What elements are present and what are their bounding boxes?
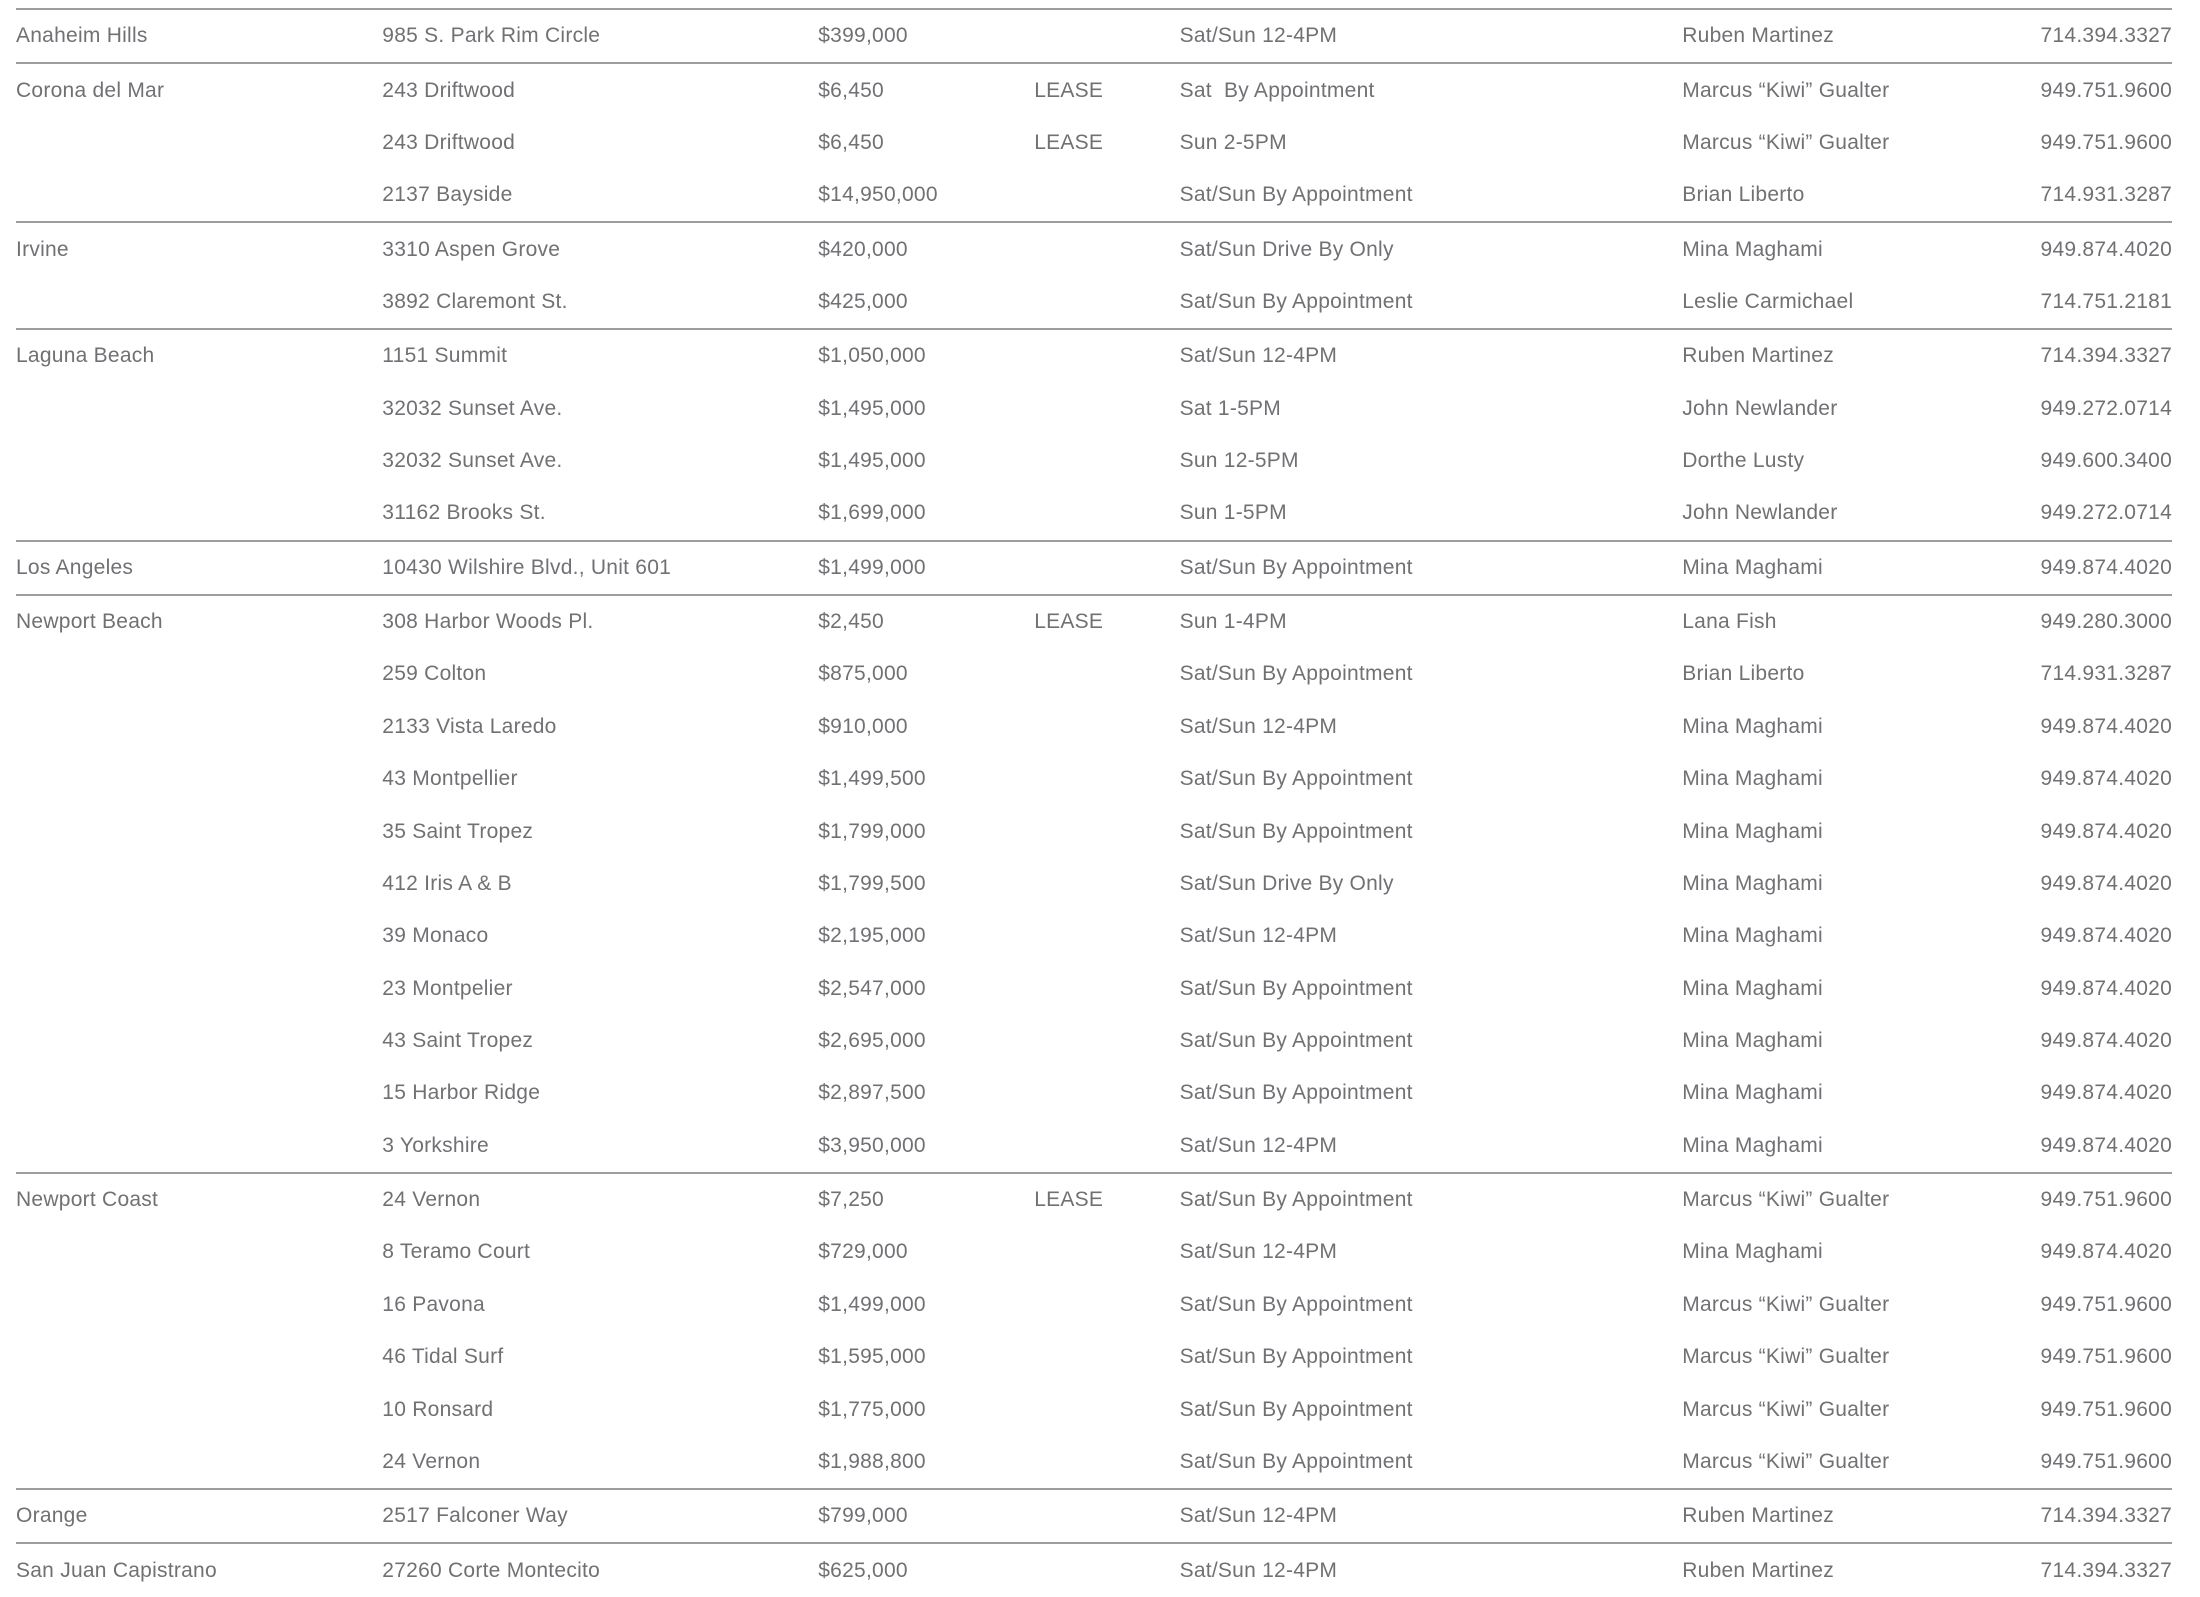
agent-name-cell: Brian Liberto	[1682, 662, 1805, 686]
agent-phone-cell: 949.751.9600	[2040, 78, 2173, 102]
open-house-table	[16, 8, 2172, 1597]
agent-name-cell: Ruben Martinez	[1682, 1504, 1834, 1528]
agent-phone-cell: 949.874.4020	[2040, 1029, 2173, 1052]
open-house-time-cell: Sat/Sun By Appointment	[1179, 1081, 1413, 1105]
table-row	[16, 1226, 2172, 1278]
city-cell: Newport Coast	[16, 1188, 159, 1212]
price-cell: $399,000	[818, 24, 908, 48]
open-house-time-cell: Sat By Appointment	[1179, 78, 1375, 102]
city-section	[16, 540, 2172, 594]
price-cell: $1,988,800	[818, 1449, 926, 1473]
agent-name-cell: Marcus “Kiwi” Gualter	[1682, 1449, 1890, 1473]
open-house-time-cell: Sun 1-5PM	[1179, 501, 1287, 525]
agent-phone-cell: 949.874.4020	[2040, 237, 2173, 261]
table-row	[16, 910, 2172, 962]
address-cell: 32032 Sunset Ave.	[382, 449, 563, 473]
city-cell: San Juan Capistrano	[16, 1558, 217, 1582]
lease-badge: LEASE	[1034, 1188, 1104, 1212]
address-cell: 23 Montpelier	[382, 976, 513, 1000]
table-row	[16, 1120, 2172, 1172]
agent-phone-cell: 949.874.4020	[2040, 1240, 2173, 1264]
price-cell: $6,450	[818, 78, 884, 102]
agent-phone-cell: 714.394.3327	[2040, 344, 2173, 368]
table-row	[16, 858, 2172, 910]
city-section	[16, 8, 2172, 62]
open-house-time-cell: Sat/Sun 12-4PM	[1179, 1133, 1338, 1157]
price-cell: $1,499,000	[818, 555, 926, 579]
agent-name-cell: Mina Maghami	[1682, 819, 1823, 843]
agent-phone-cell: 714.931.3287	[2040, 662, 2173, 686]
table-row	[16, 1436, 2172, 1488]
table-row	[16, 64, 2172, 116]
agent-phone-cell: 949.272.0714	[2040, 501, 2173, 525]
table-row	[16, 701, 2172, 753]
table-row	[16, 276, 2172, 328]
open-house-time-cell: Sat/Sun By Appointment	[1179, 819, 1413, 843]
city-cell: Los Angeles	[16, 555, 134, 579]
table-row	[16, 435, 2172, 487]
address-cell: 24 Vernon	[382, 1188, 481, 1212]
lease-badge: LEASE	[1034, 610, 1104, 634]
city-section	[16, 1542, 2172, 1596]
table-row	[16, 962, 2172, 1014]
address-cell: 31162 Brooks St.	[382, 501, 546, 525]
open-house-time-cell: Sat/Sun 12-4PM	[1179, 1240, 1338, 1264]
address-cell: 1151 Summit	[382, 344, 508, 368]
agent-name-cell: Mina Maghami	[1682, 976, 1823, 1000]
address-cell: 308 Harbor Woods Pl.	[382, 610, 594, 634]
address-cell: 985 S. Park Rim Circle	[382, 24, 601, 48]
open-house-time-cell: Sat/Sun By Appointment	[1179, 662, 1413, 686]
price-cell: $2,450	[818, 610, 884, 634]
agent-phone-cell: 949.874.4020	[2040, 1081, 2173, 1105]
price-cell: $1,595,000	[818, 1345, 926, 1369]
agent-name-cell: Lana Fish	[1682, 610, 1777, 634]
agent-name-cell: Mina Maghami	[1682, 767, 1823, 791]
agent-name-cell: Leslie Carmichael	[1682, 289, 1854, 313]
address-cell: 259 Colton	[382, 662, 487, 686]
open-house-time-cell: Sat/Sun By Appointment	[1179, 1029, 1413, 1052]
city-cell: Newport Beach	[16, 610, 163, 634]
agent-phone-cell: 949.874.4020	[2040, 871, 2173, 895]
agent-name-cell: John Newlander	[1682, 396, 1838, 420]
address-cell: 39 Monaco	[382, 924, 489, 948]
address-cell: 32032 Sunset Ave.	[382, 396, 563, 420]
price-cell: $625,000	[818, 1558, 908, 1582]
address-cell: 10 Ronsard	[382, 1397, 494, 1421]
table-row	[16, 223, 2172, 275]
agent-name-cell: Mina Maghami	[1682, 1133, 1823, 1157]
agent-phone-cell: 949.751.9600	[2040, 1397, 2173, 1421]
open-house-time-cell: Sun 1-4PM	[1179, 610, 1287, 634]
table-row	[16, 117, 2172, 169]
price-cell: $875,000	[818, 662, 908, 686]
agent-name-cell: Marcus “Kiwi” Gualter	[1682, 1397, 1890, 1421]
agent-name-cell: Marcus “Kiwi” Gualter	[1682, 1345, 1890, 1369]
price-cell: $2,195,000	[818, 924, 926, 948]
table-row	[16, 648, 2172, 700]
open-house-time-cell: Sat/Sun By Appointment	[1179, 1345, 1413, 1369]
table-row	[16, 805, 2172, 857]
agent-phone-cell: 949.874.4020	[2040, 976, 2173, 1000]
agent-phone-cell: 949.751.9600	[2040, 1345, 2173, 1369]
agent-name-cell: Marcus “Kiwi” Gualter	[1682, 78, 1890, 102]
open-house-time-cell: Sat/Sun Drive By Only	[1179, 871, 1394, 895]
agent-phone-cell: 949.272.0714	[2040, 396, 2173, 420]
table-row	[16, 1383, 2172, 1435]
address-cell: 3892 Claremont St.	[382, 289, 568, 313]
agent-name-cell: Marcus “Kiwi” Gualter	[1682, 130, 1890, 154]
address-cell: 35 Saint Tropez	[382, 819, 534, 843]
open-house-time-cell: Sat/Sun 12-4PM	[1179, 344, 1338, 368]
price-cell: $1,799,500	[818, 871, 926, 895]
table-row	[16, 1015, 2172, 1067]
price-cell: $1,050,000	[818, 344, 926, 368]
address-cell: 243 Driftwood	[382, 130, 516, 154]
lease-badge: LEASE	[1034, 78, 1104, 102]
address-cell: 412 Iris A & B	[382, 871, 512, 895]
address-cell: 2517 Falconer Way	[382, 1504, 568, 1528]
price-cell: $7,250	[818, 1188, 884, 1212]
table-row	[16, 383, 2172, 435]
table-row	[16, 1174, 2172, 1226]
address-cell: 46 Tidal Surf	[382, 1345, 504, 1369]
open-house-time-cell: Sat/Sun By Appointment	[1179, 1397, 1413, 1421]
agent-phone-cell: 714.394.3327	[2040, 1558, 2173, 1582]
open-house-time-cell: Sat/Sun By Appointment	[1179, 289, 1413, 313]
agent-name-cell: Ruben Martinez	[1682, 344, 1834, 368]
table-row	[16, 330, 2172, 382]
price-cell: $14,950,000	[818, 183, 938, 207]
agent-phone-cell: 949.874.4020	[2040, 714, 2173, 738]
open-house-time-cell: Sat/Sun 12-4PM	[1179, 24, 1338, 48]
city-section	[16, 594, 2172, 1172]
open-house-time-cell: Sat/Sun By Appointment	[1179, 1449, 1413, 1473]
agent-phone-cell: 714.751.2181	[2040, 289, 2173, 313]
price-cell: $420,000	[818, 237, 908, 261]
city-cell: Orange	[16, 1504, 88, 1528]
agent-name-cell: Ruben Martinez	[1682, 24, 1834, 48]
address-cell: 243 Driftwood	[382, 78, 516, 102]
agent-phone-cell: 949.874.4020	[2040, 819, 2173, 843]
agent-name-cell: Mina Maghami	[1682, 237, 1823, 261]
price-cell: $1,699,000	[818, 501, 926, 525]
open-house-time-cell: Sun 12-5PM	[1179, 449, 1299, 473]
price-cell: $6,450	[818, 130, 884, 154]
agent-name-cell: Ruben Martinez	[1682, 1558, 1834, 1582]
table-row	[16, 1279, 2172, 1331]
open-house-time-cell: Sat 1-5PM	[1179, 396, 1282, 420]
city-cell: Laguna Beach	[16, 344, 155, 368]
price-cell: $1,499,500	[818, 767, 926, 791]
open-house-time-cell: Sat/Sun By Appointment	[1179, 767, 1413, 791]
agent-phone-cell: 949.751.9600	[2040, 1449, 2173, 1473]
open-house-time-cell: Sat/Sun 12-4PM	[1179, 924, 1338, 948]
agent-name-cell: Mina Maghami	[1682, 1081, 1823, 1105]
price-cell: $3,950,000	[818, 1133, 926, 1157]
city-section	[16, 328, 2172, 539]
table-row	[16, 1544, 2172, 1596]
address-cell: 16 Pavona	[382, 1292, 485, 1316]
address-cell: 43 Saint Tropez	[382, 1029, 534, 1052]
price-cell: $425,000	[818, 289, 908, 313]
agent-phone-cell: 949.751.9600	[2040, 1188, 2173, 1212]
address-cell: 2133 Vista Laredo	[382, 714, 557, 738]
agent-name-cell: John Newlander	[1682, 501, 1838, 525]
open-house-time-cell: Sat/Sun 12-4PM	[1179, 1558, 1338, 1582]
address-cell: 15 Harbor Ridge	[382, 1081, 541, 1105]
price-cell: $910,000	[818, 714, 908, 738]
open-house-time-cell: Sat/Sun 12-4PM	[1179, 1504, 1338, 1528]
price-cell: $1,495,000	[818, 396, 926, 420]
city-section	[16, 1488, 2172, 1542]
table-row	[16, 542, 2172, 594]
table-row	[16, 10, 2172, 62]
city-cell: Irvine	[16, 237, 69, 261]
address-cell: 10430 Wilshire Blvd., Unit 601	[382, 555, 672, 579]
price-cell: $2,695,000	[818, 1029, 926, 1052]
agent-name-cell: Mina Maghami	[1682, 924, 1823, 948]
agent-phone-cell: 949.874.4020	[2040, 1133, 2173, 1157]
agent-phone-cell: 949.874.4020	[2040, 924, 2173, 948]
price-cell: $2,897,500	[818, 1081, 926, 1105]
open-house-time-cell: Sat/Sun By Appointment	[1179, 976, 1413, 1000]
agent-name-cell: Dorthe Lusty	[1682, 449, 1805, 473]
agent-phone-cell: 949.874.4020	[2040, 767, 2173, 791]
agent-phone-cell: 714.931.3287	[2040, 183, 2173, 207]
agent-phone-cell: 714.394.3327	[2040, 1504, 2173, 1528]
agent-name-cell: Brian Liberto	[1682, 183, 1805, 207]
city-section	[16, 62, 2172, 221]
city-cell: Corona del Mar	[16, 78, 165, 102]
agent-name-cell: Mina Maghami	[1682, 871, 1823, 895]
agent-name-cell: Mina Maghami	[1682, 714, 1823, 738]
agent-name-cell: Mina Maghami	[1682, 1240, 1823, 1264]
agent-phone-cell: 949.600.3400	[2040, 449, 2173, 473]
table-row	[16, 596, 2172, 648]
open-house-time-cell: Sat/Sun By Appointment	[1179, 1188, 1413, 1212]
open-house-time-cell: Sat/Sun By Appointment	[1179, 183, 1413, 207]
agent-name-cell: Mina Maghami	[1682, 1029, 1823, 1052]
price-cell: $1,499,000	[818, 1292, 926, 1316]
price-cell: $2,547,000	[818, 976, 926, 1000]
price-cell: $799,000	[818, 1504, 908, 1528]
address-cell: 27260 Corte Montecito	[382, 1558, 600, 1582]
open-house-time-cell: Sat/Sun 12-4PM	[1179, 714, 1338, 738]
table-row	[16, 169, 2172, 221]
agent-phone-cell: 714.394.3327	[2040, 24, 2173, 48]
city-section	[16, 221, 2172, 328]
city-cell: Anaheim Hills	[16, 24, 148, 48]
address-cell: 24 Vernon	[382, 1449, 481, 1473]
table-row	[16, 1490, 2172, 1542]
agent-phone-cell: 949.751.9600	[2040, 130, 2173, 154]
agent-name-cell: Mina Maghami	[1682, 555, 1823, 579]
table-row	[16, 1067, 2172, 1119]
address-cell: 8 Teramo Court	[382, 1240, 531, 1264]
agent-name-cell: Marcus “Kiwi” Gualter	[1682, 1292, 1890, 1316]
agent-phone-cell: 949.874.4020	[2040, 555, 2173, 579]
address-cell: 2137 Bayside	[382, 183, 513, 207]
agent-phone-cell: 949.751.9600	[2040, 1292, 2173, 1316]
open-house-time-cell: Sat/Sun Drive By Only	[1179, 237, 1394, 261]
agent-phone-cell: 949.280.3000	[2040, 610, 2173, 634]
price-cell: $1,799,000	[818, 819, 926, 843]
table-row	[16, 753, 2172, 805]
address-cell: 3 Yorkshire	[382, 1133, 489, 1157]
price-cell: $729,000	[818, 1240, 908, 1264]
table-row	[16, 1331, 2172, 1383]
open-house-time-cell: Sat/Sun By Appointment	[1179, 555, 1413, 579]
open-house-time-cell: Sun 2-5PM	[1179, 130, 1287, 154]
table-row	[16, 487, 2172, 539]
city-section	[16, 1172, 2172, 1488]
price-cell: $1,775,000	[818, 1397, 926, 1421]
open-house-time-cell: Sat/Sun By Appointment	[1179, 1292, 1413, 1316]
address-cell: 3310 Aspen Grove	[382, 237, 561, 261]
agent-name-cell: Marcus “Kiwi” Gualter	[1682, 1188, 1890, 1212]
address-cell: 43 Montpellier	[382, 767, 518, 791]
lease-badge: LEASE	[1034, 130, 1104, 154]
price-cell: $1,495,000	[818, 449, 926, 473]
